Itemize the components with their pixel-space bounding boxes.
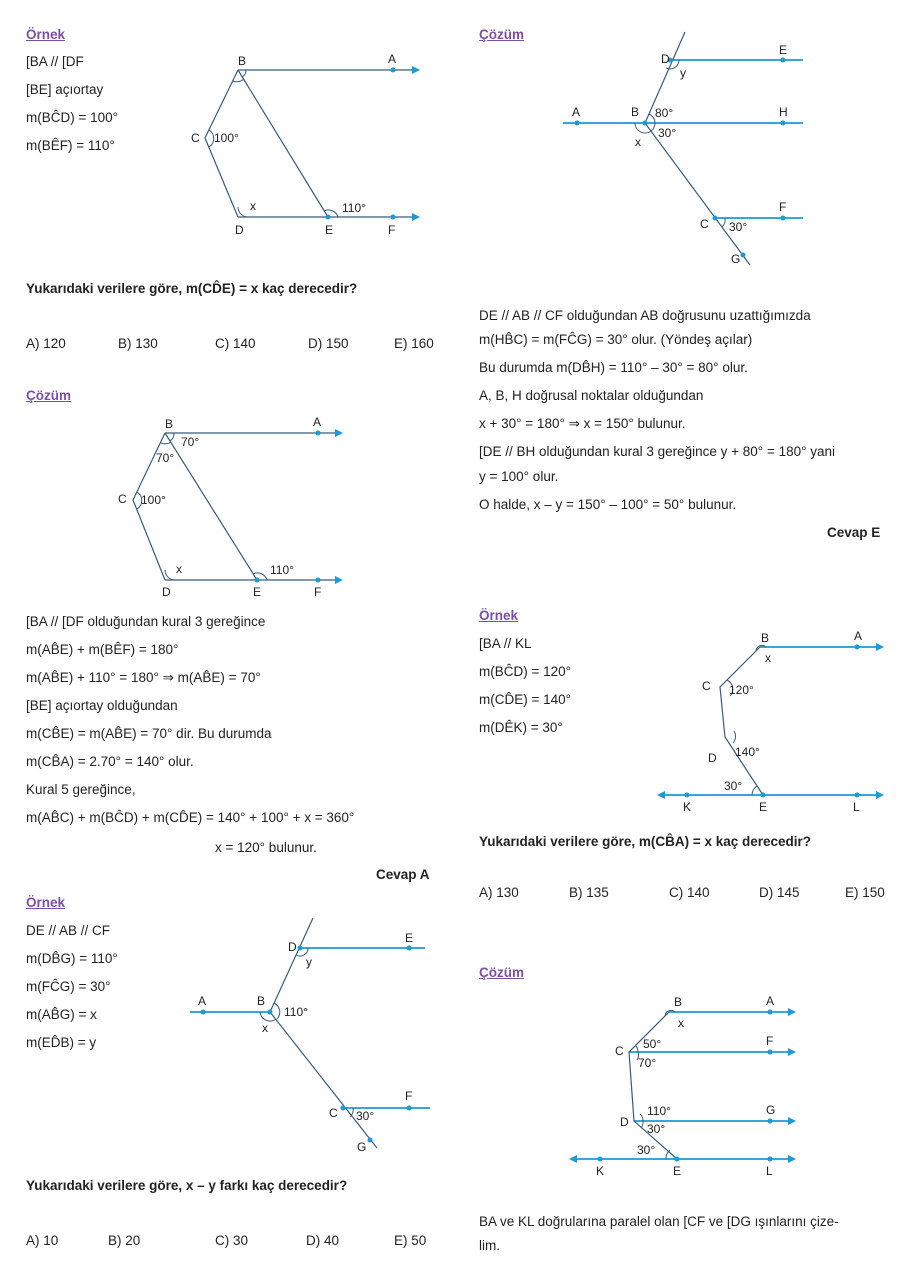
option-e: E) 50: [394, 1233, 427, 1248]
example3-heading: Örnek: [479, 608, 519, 623]
solution-line: m(CB̂E) = m(AB̂E) = 70° dir. Bu durumda: [26, 726, 272, 741]
point-label: L: [766, 1164, 773, 1178]
angle-label: 140°: [735, 745, 760, 759]
point-label: E: [325, 223, 334, 237]
option-c: C) 140: [669, 885, 710, 900]
point-label: C: [329, 1106, 338, 1120]
point-label: B: [238, 54, 247, 68]
point-label: G: [766, 1103, 776, 1117]
point-label: D: [708, 751, 717, 765]
angle-label: 30°: [724, 779, 743, 793]
point-label: C: [702, 679, 711, 693]
option-a: A) 10: [26, 1233, 59, 1248]
option-d: D) 40: [306, 1233, 340, 1248]
option-e: E) 160: [394, 336, 434, 351]
solution-line: x + 30° = 180° ⇒ x = 150° bulunur.: [479, 416, 686, 431]
option-b: B) 130: [118, 336, 158, 351]
point-label: B: [165, 417, 174, 431]
point-label: C: [615, 1044, 624, 1058]
angle-label: 80°: [655, 106, 674, 120]
solution-line: x = 120° bulunur.: [215, 840, 317, 855]
angle-label: 110°: [284, 1005, 308, 1019]
given-line: m(BĈD) = 100°: [26, 110, 119, 125]
solution-line: [BA // [DF olduğundan kural 3 gereğince: [26, 614, 266, 629]
solution-line: m(AB̂C) + m(BĈD) + m(CD̂E) = 140° + 100° + x = 360°: [26, 810, 355, 825]
solution-line: Bu durumda m(DB̂H) = 110° – 30° = 80° olur.: [479, 360, 748, 375]
answer-label: Cevap A: [376, 867, 430, 882]
angle-label: 30°: [356, 1109, 375, 1123]
point-label: D: [235, 223, 244, 237]
given-line: m(FĈG) = 30°: [26, 979, 111, 994]
solution-line: [DE // BH olduğundan kural 3 gereğince y + 80° = 180° yani: [479, 444, 836, 459]
angle-label: 110°: [270, 563, 294, 577]
solution1-heading: Çözüm: [26, 388, 71, 403]
angle-label: x: [250, 199, 256, 213]
angle-label: 70°: [638, 1056, 657, 1070]
given-line: m(ED̂B) = y: [26, 1035, 97, 1050]
point-label: E: [673, 1164, 682, 1178]
point-label: C: [118, 492, 127, 506]
angle-label: 70°: [181, 435, 200, 449]
point-label: B: [631, 105, 640, 119]
angle-label: x: [176, 562, 182, 576]
point-label: F: [388, 223, 396, 237]
point-label: B: [257, 994, 266, 1008]
point-label: K: [683, 800, 692, 814]
option-b: B) 20: [108, 1233, 141, 1248]
example2-question: Yukarıdaki verilere göre, x – y farkı kaç derecedir?: [26, 1178, 348, 1193]
point-label: G: [731, 252, 741, 266]
point-label: E: [779, 43, 788, 57]
point-label: A: [854, 629, 863, 643]
given-line: [BA // KL: [479, 636, 532, 651]
solution-line: [BE] açıortay olduğundan: [26, 698, 178, 713]
angle-label: 30°: [647, 1122, 666, 1136]
angle-label: 30°: [658, 126, 677, 140]
point-label: E: [759, 800, 768, 814]
option-a: A) 130: [479, 885, 519, 900]
solution-line: m(AB̂E) + m(BÊF) = 180°: [26, 642, 179, 657]
angle-label: 110°: [647, 1104, 671, 1118]
example3-question: Yukarıdaki verilere göre, m(CB̂A) = x kaç derecedir?: [479, 834, 812, 849]
given-line: DE // AB // CF: [26, 923, 111, 938]
angle-label: x: [262, 1021, 268, 1035]
angle-label: 50°: [643, 1037, 662, 1051]
given-line: m(CD̂E) = 140°: [479, 692, 572, 707]
angle-label: y: [306, 955, 312, 969]
point-label: C: [191, 131, 200, 145]
point-label: A: [388, 52, 397, 66]
point-label: K: [596, 1164, 605, 1178]
angle-label: 30°: [729, 220, 748, 234]
solution3-heading: Çözüm: [479, 965, 524, 980]
solution-line: BA ve KL doğrularına paralel olan [CF ve [DG ışınlarını çize-: [479, 1214, 839, 1229]
given-line: m(BÊF) = 110°: [26, 138, 115, 153]
solution-line: y = 100° olur.: [479, 469, 559, 484]
option-b: B) 135: [569, 885, 609, 900]
example2-heading: Örnek: [26, 895, 66, 910]
point-label: D: [288, 940, 297, 954]
angle-label: 70°: [156, 451, 175, 465]
solution-line: m(HB̂C) = m(FĈG) = 30° olur. (Yöndeş açılar): [479, 332, 753, 347]
given-line: m(AB̂G) = x: [26, 1007, 97, 1022]
point-label: A: [313, 415, 322, 429]
solution-line: Kural 5 gereğince,: [26, 782, 136, 797]
angle-label: x: [765, 651, 771, 665]
point-label: F: [314, 585, 322, 599]
point-label: G: [357, 1140, 367, 1154]
angle-label: 110°: [342, 201, 366, 215]
point-label: D: [661, 52, 670, 66]
angle-label: y: [680, 66, 686, 80]
option-d: D) 150: [308, 336, 349, 351]
answer-label: Cevap E: [827, 525, 881, 540]
angle-label: x: [678, 1016, 684, 1030]
angle-label: 100°: [214, 131, 239, 145]
point-label: A: [766, 994, 775, 1008]
option-a: A) 120: [26, 336, 66, 351]
solution-line: A, B, H doğrusal noktalar olduğundan: [479, 388, 704, 403]
given-line: m(DÊK) = 30°: [479, 720, 563, 735]
solution2-heading: Çözüm: [479, 27, 524, 42]
angle-label: 30°: [637, 1143, 656, 1157]
point-label: B: [761, 631, 770, 645]
option-e: E) 150: [845, 885, 885, 900]
example1-question: Yukarıdaki verilere göre, m(CD̂E) = x kaç derecedir?: [26, 281, 358, 296]
angle-label: x: [635, 135, 641, 149]
point-label: D: [620, 1115, 629, 1129]
point-label: H: [779, 105, 788, 119]
solution-line: O halde, x – y = 150° – 100° = 50° bulunur.: [479, 497, 737, 512]
given-line: [BE] açıortay: [26, 82, 104, 97]
solution-line: lim.: [479, 1238, 500, 1253]
point-label: B: [674, 995, 683, 1009]
solution-line: m(CB̂A) = 2.70° = 140° olur.: [26, 754, 194, 769]
given-line: [BA // [DF: [26, 54, 84, 69]
solution-line: DE // AB // CF olduğundan AB doğrusunu uzattığımızda: [479, 308, 811, 323]
option-d: D) 145: [759, 885, 800, 900]
point-label: D: [162, 585, 171, 599]
point-label: E: [405, 931, 414, 945]
point-label: F: [779, 200, 787, 214]
point-label: F: [766, 1034, 774, 1048]
solution-line: m(AB̂E) + 110° = 180° ⇒ m(AB̂E) = 70°: [26, 670, 261, 685]
point-label: L: [853, 800, 860, 814]
angle-label: 100°: [141, 493, 166, 507]
point-label: C: [700, 217, 709, 231]
point-label: A: [572, 105, 581, 119]
option-c: C) 30: [215, 1233, 249, 1248]
example1-heading: Örnek: [26, 27, 66, 42]
option-c: C) 140: [215, 336, 256, 351]
angle-label: 120°: [729, 683, 754, 697]
point-label: A: [198, 994, 207, 1008]
point-label: E: [253, 585, 262, 599]
given-line: m(BĈD) = 120°: [479, 664, 572, 679]
given-line: m(DB̂G) = 110°: [26, 951, 118, 966]
point-label: F: [405, 1089, 413, 1103]
